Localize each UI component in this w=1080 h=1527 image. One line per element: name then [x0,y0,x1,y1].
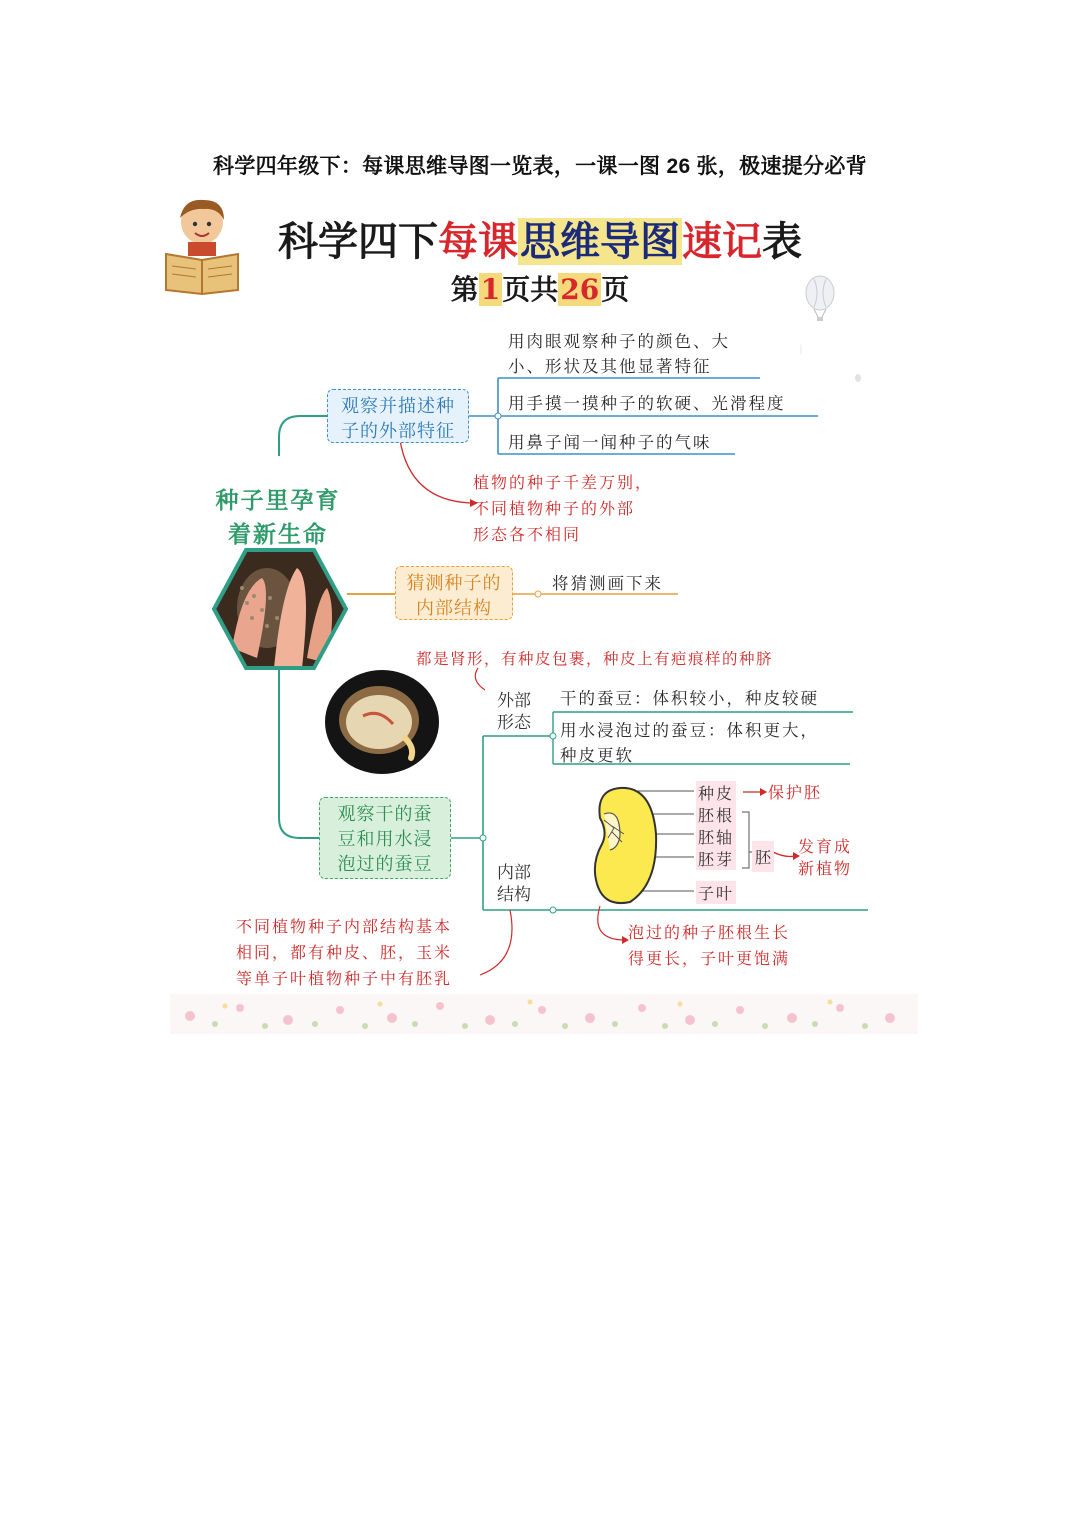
bean-structure-diagram [590,784,662,908]
external-label-line-2: 形态 [497,713,531,733]
part-plumule: 胚芽 [696,847,736,870]
title-part-4: 速记 [682,218,762,265]
branch3-title-line-3: 泡过的蚕豆 [337,854,433,875]
bottom-note-line-3: 等单子叶植物种子中有胚乳 [236,969,453,988]
internal-label-line-1: 内部 [497,863,531,883]
leaf-eyes [508,329,730,379]
internal-structure-label [492,862,536,906]
bottom-note-line-2: 相同，都有种皮、胚，玉米 [236,943,453,962]
title-part-5: 表 [762,218,802,265]
page-header: 科学四年级下：每课思维导图一览表，一课一图 26 张，极速提分必背 [213,155,867,178]
broad-bean-photo-image [323,668,441,776]
branch-observe-external [327,389,469,443]
branch1-title-line-1: 观察并描述种 [341,396,455,417]
seed-coat-function: 保护胚 [768,783,823,802]
branch3-title-line-1: 观察干的蚕 [337,804,433,825]
leaf-draw-guess: 将猜测画下来 [552,574,663,593]
soaked-bean-line-1: 用水浸泡过的蚕豆：体积更大， [560,721,819,740]
branch2-title-line-1: 猜测种子的 [406,573,502,594]
external-label-line-1: 外部 [497,691,531,711]
title-part-3: 思维导图 [520,218,680,265]
branch1-title-line-2: 子的外部特征 [341,421,455,442]
branch-guess-internal [395,566,513,620]
leaf-soaked-bean [560,718,819,768]
note-line-3: 形态各不相同 [473,525,582,544]
leaf-smell: 用鼻子闻一闻种子的气味 [508,433,712,452]
part-radicle: 胚根 [696,803,736,826]
page-current: 1 [480,273,501,306]
leaf-eyes-line-1: 用肉眼观察种子的颜色、大 [508,332,730,351]
embryo-label: 胚 [752,841,774,872]
soaked-bean-line-2: 种皮更软 [560,746,634,765]
root-line-2: 着新生命 [228,522,328,548]
part-seed-coat: 种皮 [696,781,736,804]
note-kidney-shape: 都是肾形，有种皮包裹，种皮上有疤痕样的种脐 [416,650,774,668]
branch-observe-broad-beans [319,797,451,879]
leaf-touch: 用手摸一摸种子的软硬、光滑程度 [508,394,786,413]
bottom-note-line-1: 不同植物种子内部结构基本 [236,917,453,936]
note-internal-structure [236,914,452,992]
note-line-2: 不同植物种子的外部 [473,499,636,518]
embryo-function-line-2: 新植物 [798,859,853,878]
root-line-1: 种子里孕育 [215,488,341,514]
leaf-dry-bean: 干的蚕豆：体积较小，种皮较硬 [560,689,819,708]
part-hypocotyl: 胚轴 [696,825,736,848]
title-part-1: 科学四下 [278,218,438,265]
part-cotyledon: 子叶 [696,881,736,904]
branch3-title-line-2: 豆和用水浸 [337,829,433,850]
soak-note-line-1: 泡过的种子胚根生长 [628,923,791,942]
internal-label-line-2: 结构 [497,885,531,905]
leaf-eyes-line-2: 小、形状及其他显著特征 [508,357,712,376]
soak-note-line-2: 得更长，子叶更饱满 [628,949,791,968]
page-suffix: 页 [601,273,630,306]
note-soaked-growth [628,920,790,972]
note-line-1: 植物的种子千差万别， [473,473,654,492]
branch2-title-line-2: 内部结构 [416,598,492,619]
title-part-2: 每课 [438,218,518,265]
page-total: 26 [560,273,600,306]
mindmap-root [203,484,353,552]
embryo-function-line-1: 发育成 [798,837,853,856]
page-prefix: 第 [450,273,479,306]
seed-photo-image [212,548,348,670]
page-middle: 页共 [502,273,559,306]
embryo-function [798,836,852,880]
floral-border-decoration [170,994,918,1034]
note-seed-diversity [473,470,653,548]
external-form-label [492,690,536,734]
